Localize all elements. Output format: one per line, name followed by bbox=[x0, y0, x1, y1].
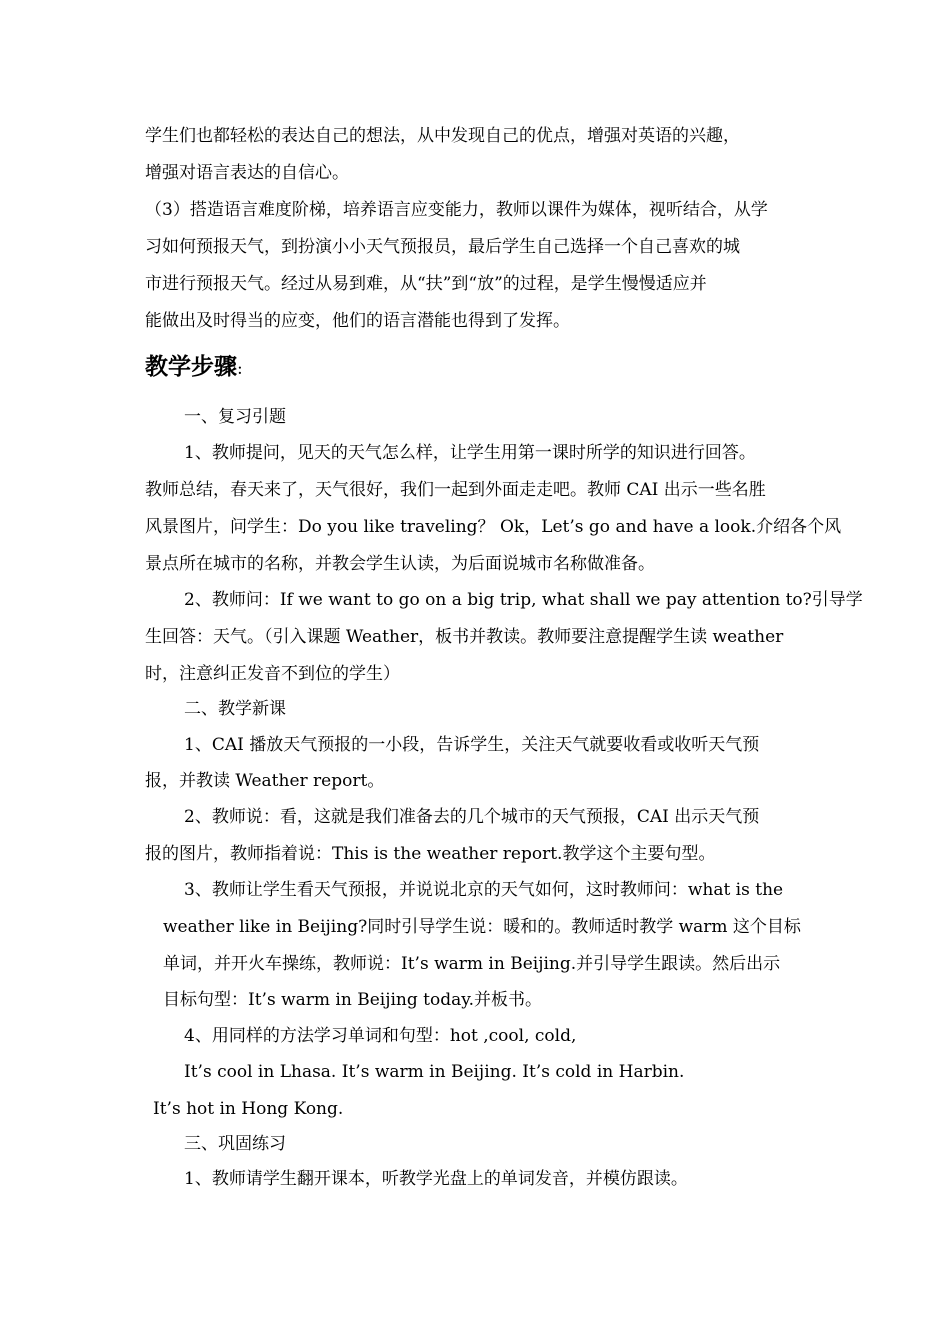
step-line-17: 目标句型：It’s warm in Beijing today.并板书。 bbox=[163, 990, 542, 1010]
section-heading bbox=[145, 352, 243, 384]
step-line-16: 单词，并开火车操练，教师说：It’s warm in Beijing.并引导学生跟读。然后出示 bbox=[163, 954, 781, 974]
step-line-7: 生回答：天气。（引入课题 Weather，板书并教读。教师要注意提醒学生读 weather bbox=[145, 627, 784, 647]
step-line-5: 景点所在城市的名称，并教会学生认读，为后面说城市名称做准备。 bbox=[145, 554, 655, 574]
step-line-19: It’s cool in Lhasa. It’s warm in Beijing. It’s cold in Harbin. bbox=[184, 1062, 685, 1082]
step-line-10: 1、CAI 播放天气预报的一小段，告诉学生，关注天气就要收看或收听天气预 bbox=[184, 735, 760, 755]
step-line-2: 1、教师提问，见天的天气怎么样，让学生用第一课时所学的知识进行回答。 bbox=[184, 443, 756, 463]
intro-line-3: （3）搭造语言难度阶梯，培养语言应变能力，教师以课件为媒体，视听结合，从学 bbox=[145, 200, 768, 220]
step-line-20: It’s hot in Hong Kong. bbox=[153, 1099, 344, 1119]
intro-line-1: 学生们也都轻松的表达自己的想法，从中发现自己的优点，增强对英语的兴趣， bbox=[145, 126, 740, 146]
step-line-22: 1、教师请学生翻开课本，听教学光盘上的单词发音，并模仿跟读。 bbox=[184, 1169, 688, 1189]
step-line-3: 教师总结，春天来了，天气很好，我们一起到外面走走吧。教师 CAI 出示一些名胜 bbox=[145, 480, 766, 500]
step-line-12: 2、教师说：看，这就是我们准备去的几个城市的天气预报，CAI 出示天气预 bbox=[184, 807, 760, 827]
intro-line-6: 能做出及时得当的应变，他们的语言潜能也得到了发挥。 bbox=[145, 311, 570, 331]
step-line-1: 一、复习引题 bbox=[184, 407, 286, 427]
step-line-13: 报的图片，教师指着说：This is the weather report.教学这个主要句型。 bbox=[145, 844, 716, 864]
step-line-6: 2、教师问：If we want to go on a big trip, what shall we pay attention to?引导学 bbox=[184, 590, 863, 610]
intro-line-4: 习如何预报天气，到扮演小小天气预报员，最后学生自己选择一个自己喜欢的城 bbox=[145, 237, 740, 257]
step-line-11: 报，并教读 Weather report。 bbox=[145, 771, 385, 791]
step-line-18: 4、用同样的方法学习单词和句型：hot ,cool, cold, bbox=[184, 1026, 577, 1046]
heading-text: 教学步骤 bbox=[145, 353, 237, 380]
step-line-14: 3、教师让学生看天气预报，并说说北京的天气如何，这时教师问：what is the bbox=[184, 880, 784, 900]
step-line-9: 二、教学新课 bbox=[184, 699, 286, 719]
heading-colon: : bbox=[237, 359, 243, 379]
intro-line-2: 增强对语言表达的自信心。 bbox=[145, 163, 349, 183]
step-line-8: 时，注意纠正发音不到位的学生） bbox=[145, 664, 400, 684]
intro-line-5: 市进行预报天气。经过从易到难，从“扶”到“放”的过程，是学生慢慢适应并 bbox=[145, 274, 707, 294]
step-line-15: weather like in Beijing?同时引导学生说：暖和的。教师适时教学 warm 这个目标 bbox=[163, 917, 801, 937]
step-line-21: 三、巩固练习 bbox=[184, 1134, 286, 1154]
step-line-4: 风景图片，问学生：Do you like traveling？ Ok，Let’s go and have a look.介绍各个风 bbox=[145, 517, 842, 537]
